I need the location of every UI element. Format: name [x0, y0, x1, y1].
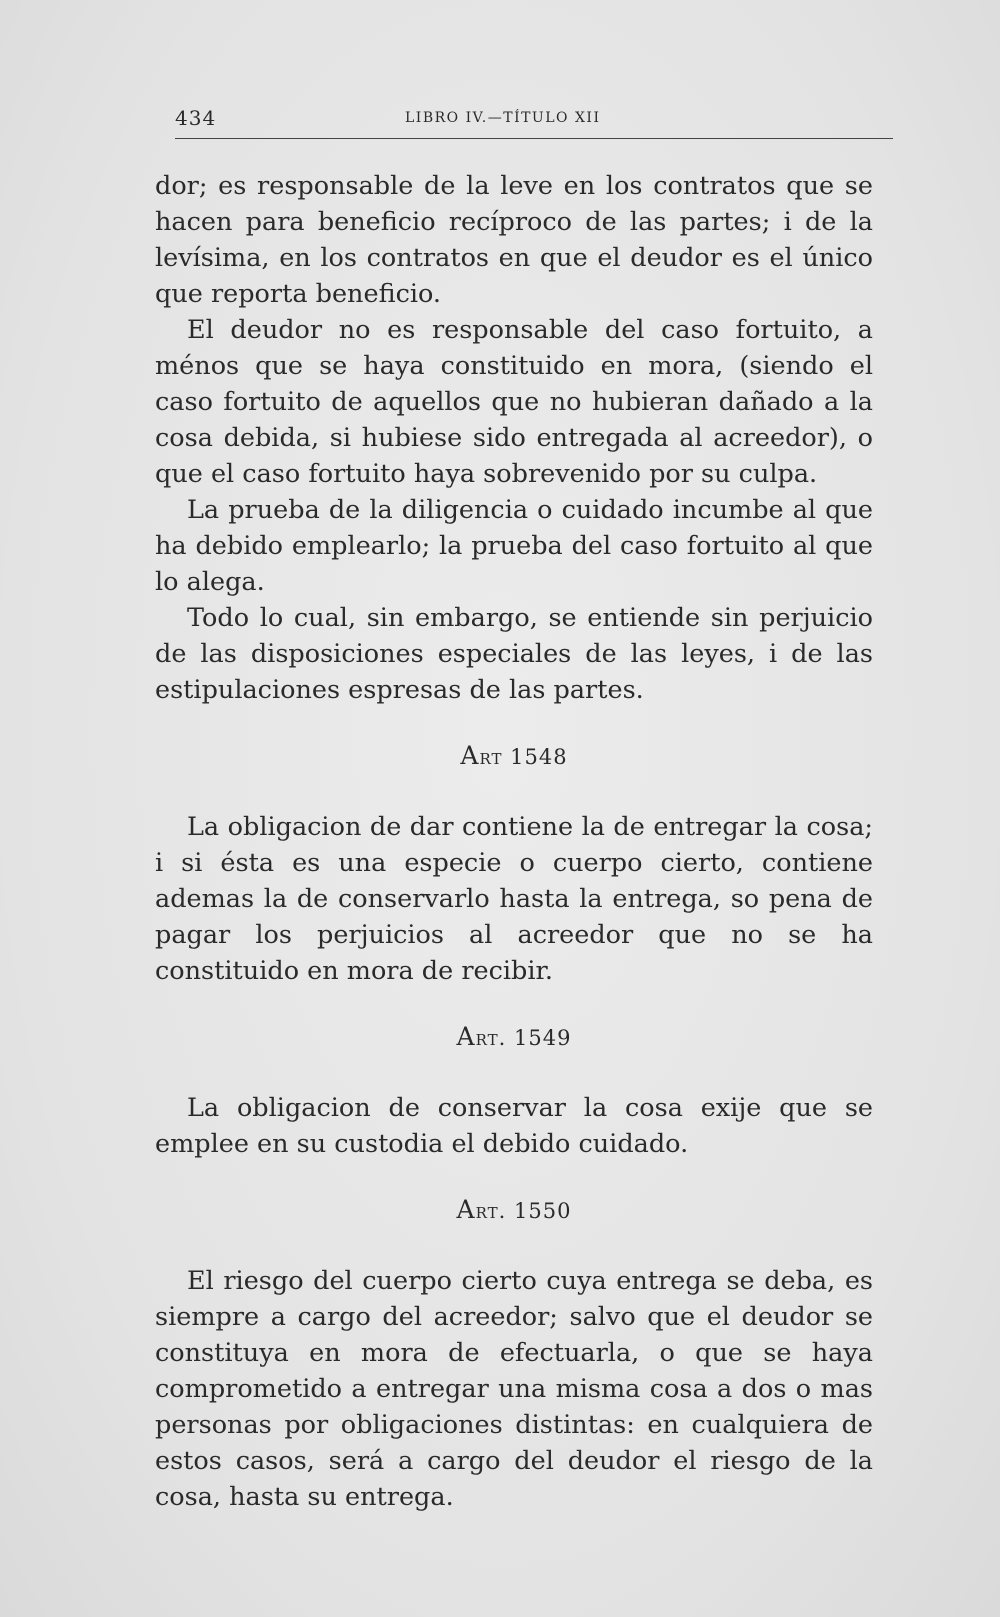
body-text — [155, 168, 873, 1515]
article-heading-lead: A — [456, 1195, 476, 1224]
article-heading-1548 — [155, 738, 873, 775]
article-heading-1550 — [155, 1192, 873, 1229]
page-number: 434 — [175, 106, 217, 130]
article-text-1548: La obligacion de dar contiene la de entregar la cosa; i si ésta es una especie o cuerpo cierto, contiene ademas la de conservarlo hasta la entrega, so pena de pagar los perjuicios al acreedor que no se ha constituido en mora de recibir. — [155, 812, 873, 986]
paragraph: El deudor no es responsable del caso fortuito, a ménos que se haya constituido en mora, (siendo el caso fortuito de aquellos que no hubieran dañado a la cosa debida, si hubiese sido entregada al acreedor), o que el caso fortuito haya sobrevenido por su culpa. — [155, 315, 873, 489]
running-head: LIBRO IV.—TÍTULO XII — [405, 110, 601, 126]
article-heading-lead: A — [456, 1022, 476, 1051]
article-heading-1549 — [155, 1019, 873, 1056]
article-text-1550: El riesgo del cuerpo cierto cuya entrega se deba, es siempre a cargo del acreedor; salvo que el deudor se constituya en mora de efectuarla, o que se haya comprometido a entregar una misma cosa a dos o mas personas por obligaciones distintas: en cualquiera de estos casos, será a cargo del deudor el riesgo de la cosa, hasta su entrega. — [155, 1266, 873, 1512]
article-heading-rest: rt — [479, 745, 503, 769]
article-heading-number: 1548 — [502, 745, 568, 769]
paragraph: Todo lo cual, sin embargo, se entiende sin perjuicio de las disposiciones especiales de las leyes, i de las estipulaciones espresas de las partes. — [155, 603, 873, 705]
article-heading-rest: rt. — [475, 1199, 507, 1223]
paragraph: La prueba de la diligencia o cuidado incumbe al que ha debido emplearlo; la prueba del caso fortuito al que lo alega. — [155, 495, 873, 597]
article-heading-rest: rt. — [475, 1026, 507, 1050]
article-text-1549: La obligacion de conservar la cosa exije que se emplee en su custodia el debido cuidado. — [155, 1093, 873, 1159]
page-header — [175, 106, 893, 139]
paragraph: dor; es responsable de la leve en los contratos que se hacen para beneficio recíproco de las partes; i de la levísima, en los contratos en que el deudor es el único que reporta beneficio. — [155, 171, 873, 309]
article-heading-lead: A — [460, 741, 480, 770]
article-heading-number: 1550 — [506, 1199, 572, 1223]
article-heading-number: 1549 — [506, 1026, 572, 1050]
